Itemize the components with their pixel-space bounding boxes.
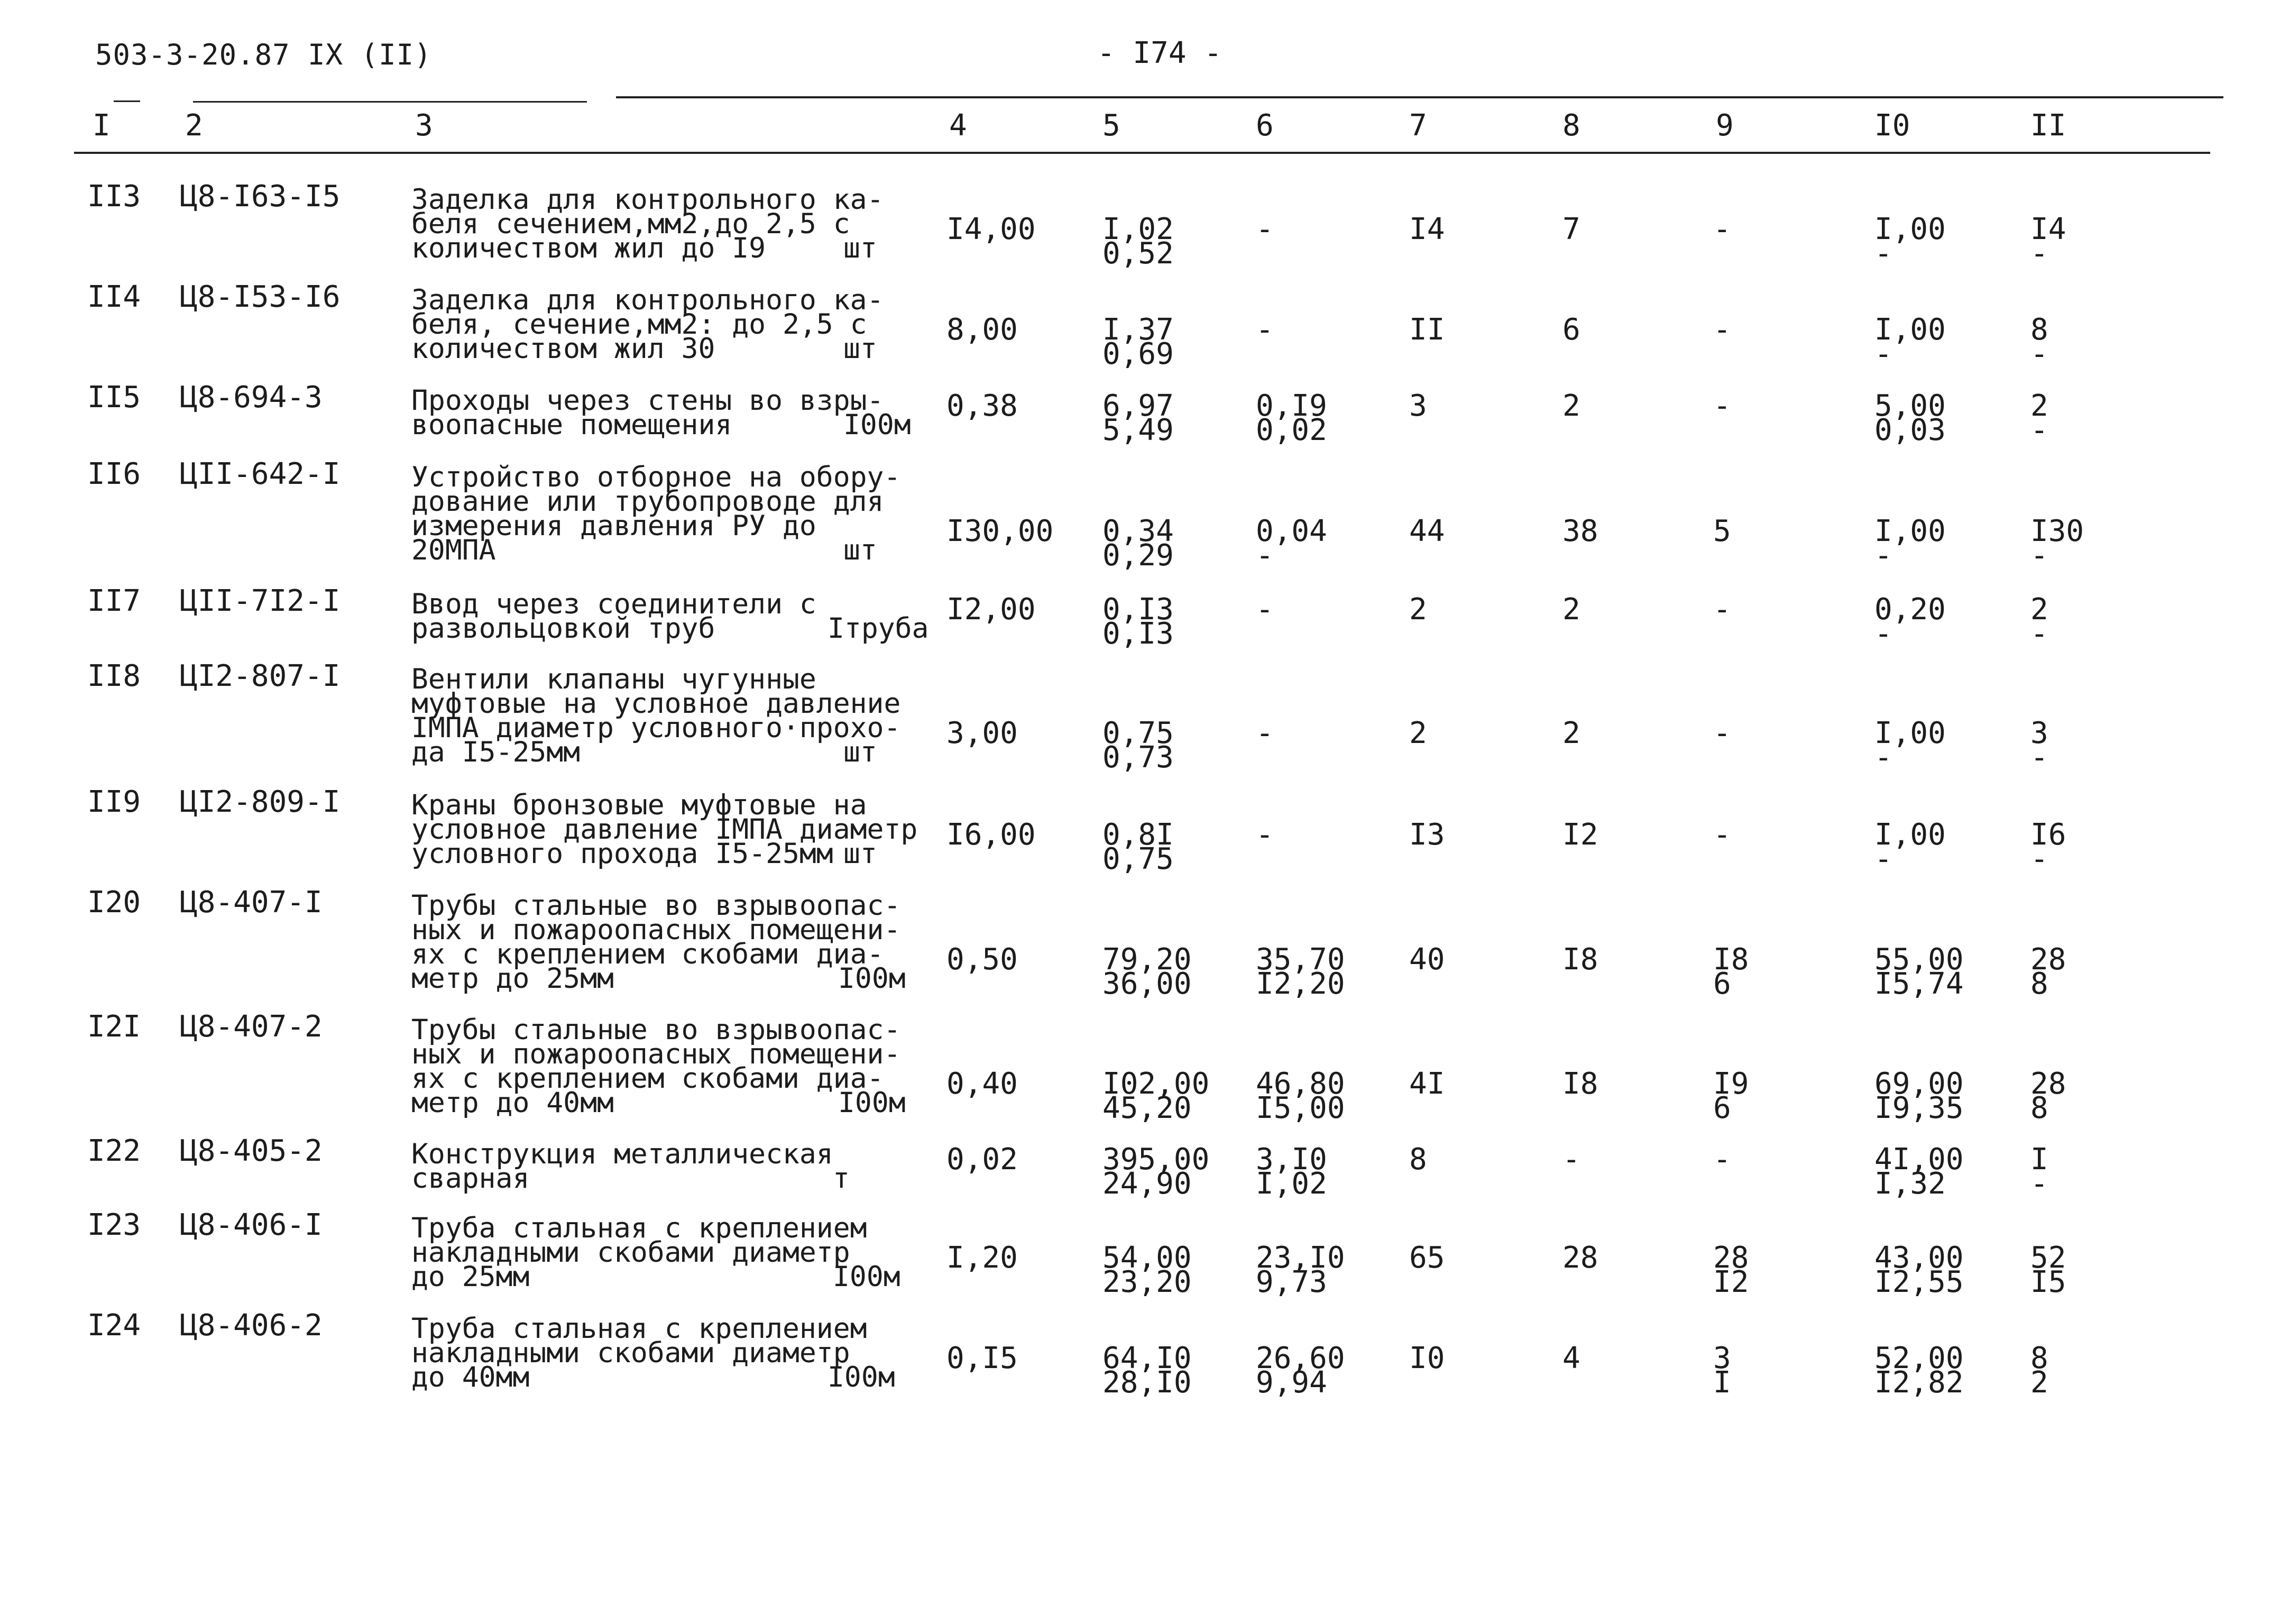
column-header-7: 7	[1409, 108, 1427, 143]
col-8-value: 7	[1562, 212, 1580, 246]
col-8-value: 4	[1562, 1341, 1580, 1375]
unit: I00м	[843, 409, 911, 441]
col-7-value: 4I	[1409, 1067, 1445, 1101]
col-6-value: -	[1256, 716, 1274, 750]
col-11-value: I -	[2030, 1142, 2048, 1201]
col-11-value: 2 -	[2030, 592, 2048, 651]
col-6-value: 46,80 I5,00	[1256, 1067, 1345, 1125]
quantity: 0,02	[946, 1142, 1018, 1177]
unit: I00м	[833, 1261, 900, 1293]
work-description: Труба стальная с креплением накладными скобами диаметр до 25мм	[411, 1212, 867, 1293]
column-header-4: 4	[949, 108, 967, 143]
col-9-value: 3 I	[1713, 1341, 1731, 1400]
quantity: 0,38	[946, 389, 1018, 423]
quantity: 0,50	[946, 942, 1018, 977]
col-7-value: II	[1409, 313, 1445, 347]
col-10-value: I,00 -	[1874, 716, 1946, 775]
col-5-value: I,02 0,52	[1102, 212, 1174, 271]
col-9-value: -	[1713, 592, 1731, 627]
column-header-6: 6	[1256, 108, 1274, 143]
row-number: II6	[87, 457, 141, 491]
col-10-value: 0,20 -	[1874, 592, 1946, 651]
column-header-10: I0	[1874, 108, 1910, 143]
col-9-value: 5	[1713, 514, 1731, 548]
quantity: 3,00	[946, 716, 1018, 750]
row-number: II5	[87, 380, 141, 415]
col-10-value: I,00 -	[1874, 514, 1946, 573]
row-number: II8	[87, 659, 141, 693]
work-description: Заделка для контрольного ка- беля, сечение,мм2: до 2,5 с количеством жил 30	[411, 284, 884, 365]
header-rule-top-3	[616, 96, 2223, 98]
quantity: I30,00	[946, 514, 1054, 548]
col-7-value: 65	[1409, 1241, 1445, 1275]
rate-code: Ц8-694-3	[180, 380, 323, 415]
col-8-value: 28	[1562, 1241, 1598, 1275]
rate-code: Ц8-407-2	[180, 1010, 323, 1044]
col-9-value: -	[1713, 1142, 1731, 1177]
work-description: Устройство отборное на обору- дование или трубопроводе для измерения давления РУ до 20МПА	[411, 461, 901, 566]
quantity: I4,00	[946, 212, 1036, 246]
col-5-value: 0,I3 0,I3	[1102, 592, 1174, 651]
row-number: I2I	[87, 1010, 141, 1044]
column-header-2: 2	[185, 108, 203, 143]
col-5-value: 0,34 0,29	[1102, 514, 1174, 573]
header-rule-bottom	[74, 152, 2210, 154]
col-8-value: I8	[1562, 942, 1598, 977]
col-5-value: 395,00 24,90	[1102, 1142, 1210, 1201]
col-9-value: -	[1713, 389, 1731, 423]
rate-code: ЦI2-809-I	[180, 785, 341, 819]
unit: I00м	[838, 962, 906, 995]
col-11-value: 3 -	[2030, 716, 2048, 775]
col-10-value: I,00 -	[1874, 818, 1946, 876]
col-9-value: -	[1713, 313, 1731, 347]
quantity: 0,I5	[946, 1341, 1018, 1375]
column-header-1: I	[93, 108, 111, 143]
row-number: I20	[87, 885, 141, 920]
work-description: Трубы стальные во взрывоопас- ных и пожароопасных помещени- ях с креплением скобами диа- метр до 25мм	[411, 889, 901, 995]
header-rule-top-1	[114, 100, 140, 102]
col-9-value: -	[1713, 716, 1731, 750]
col-8-value: 2	[1562, 716, 1580, 750]
col-5-value: I,37 0,69	[1102, 313, 1174, 371]
quantity: 0,40	[946, 1067, 1018, 1101]
rate-code: Ц8-I53-I6	[180, 280, 341, 314]
row-number: I22	[87, 1134, 141, 1168]
col-8-value: I8	[1562, 1067, 1598, 1101]
unit: шт	[843, 232, 877, 264]
column-header-9: 9	[1716, 108, 1734, 143]
unit: шт	[843, 333, 877, 365]
col-5-value: 0,75 0,73	[1102, 716, 1174, 775]
unit: Iтруба	[828, 612, 929, 645]
row-number: II7	[87, 584, 141, 618]
col-8-value: 38	[1562, 514, 1598, 548]
row-number: I23	[87, 1208, 141, 1242]
col-5-value: 64,I0 28,I0	[1102, 1341, 1192, 1400]
col-8-value: I2	[1562, 818, 1598, 852]
rate-code: Ц8-405-2	[180, 1134, 323, 1168]
unit: I00м	[838, 1087, 906, 1119]
col-5-value: 0,8I 0,75	[1102, 818, 1174, 876]
work-description: Вентили клапаны чугунные муфтовые на условное давление IМПА диаметр условного·прохо- да I5-25мм	[411, 663, 901, 768]
col-10-value: 43,00 I2,55	[1874, 1241, 1964, 1299]
col-10-value: I,00 -	[1874, 313, 1946, 371]
row-number: I24	[87, 1308, 141, 1343]
work-description: Конструкция металлическая сварная	[411, 1138, 833, 1195]
col-11-value: 2 -	[2030, 389, 2048, 447]
col-11-value: I6 -	[2030, 818, 2066, 876]
col-8-value: -	[1562, 1142, 1580, 1177]
work-description: Проходы через стены во взры- воопасные помещения	[411, 384, 884, 441]
col-5-value: 6,97 5,49	[1102, 389, 1174, 447]
col-11-value: 52 I5	[2030, 1241, 2066, 1299]
col-11-value: I4 -	[2030, 212, 2066, 271]
row-number: II4	[87, 280, 141, 314]
col-9-value: -	[1713, 212, 1731, 246]
quantity: 8,00	[946, 313, 1018, 347]
work-description: Краны бронзовые муфтовые на условное давление IМПА диаметр условного прохода I5-25мм	[411, 789, 918, 870]
col-7-value: 2	[1409, 716, 1427, 750]
work-description: Ввод через соединители с развольцовкой труб	[411, 588, 816, 645]
col-6-value: 3,I0 I,02	[1256, 1142, 1327, 1201]
col-5-value: 54,00 23,20	[1102, 1241, 1192, 1299]
col-6-value: -	[1256, 818, 1274, 852]
quantity: I6,00	[946, 818, 1036, 852]
col-11-value: 28 8	[2030, 942, 2066, 1001]
col-6-value: -	[1256, 592, 1274, 627]
column-header-3: 3	[415, 108, 433, 143]
col-5-value: 79,20 36,00	[1102, 942, 1192, 1001]
col-7-value: I4	[1409, 212, 1445, 246]
col-9-value: I9 6	[1713, 1067, 1749, 1125]
work-description: Заделка для контрольного ка- беля сечением,мм2,до 2,5 с количеством жил до I9	[411, 183, 884, 264]
col-11-value: 8 2	[2030, 1341, 2048, 1400]
col-10-value: I,00 -	[1874, 212, 1946, 271]
col-8-value: 2	[1562, 592, 1580, 627]
col-7-value: I0	[1409, 1341, 1445, 1375]
header-rule-top-2	[193, 101, 587, 103]
col-10-value: 5,00 0,03	[1874, 389, 1946, 447]
unit: I00м	[828, 1361, 895, 1393]
col-6-value: 0,04 -	[1256, 514, 1327, 573]
col-11-value: I30 -	[2030, 514, 2084, 573]
rate-code: Ц8-I63-I5	[180, 179, 341, 214]
rate-code: Ц8-407-I	[180, 885, 323, 920]
quantity: I2,00	[946, 592, 1036, 627]
unit: шт	[843, 736, 877, 768]
unit: шт	[843, 534, 877, 566]
col-5-value: I02,00 45,20	[1102, 1067, 1210, 1125]
quantity: I,20	[946, 1241, 1018, 1275]
col-10-value: 4I,00 I,32	[1874, 1142, 1964, 1201]
col-9-value: 28 I2	[1713, 1241, 1749, 1299]
rate-code: ЦI2-807-I	[180, 659, 341, 693]
col-8-value: 2	[1562, 389, 1580, 423]
col-8-value: 6	[1562, 313, 1580, 347]
unit: т	[833, 1162, 850, 1195]
col-10-value: 52,00 I2,82	[1874, 1341, 1964, 1400]
work-description: Труба стальная с креплением накладными скобами диаметр до 40мм	[411, 1313, 867, 1393]
col-6-value: 26,60 9,94	[1256, 1341, 1345, 1400]
col-11-value: 28 8	[2030, 1067, 2066, 1125]
rate-code: Ц8-406-I	[180, 1208, 323, 1242]
column-header-11: II	[2030, 108, 2066, 143]
work-description: Трубы стальные во взрывоопас- ных и пожароопасных помещени- ях с креплением скобами диа- метр до 40мм	[411, 1014, 901, 1119]
col-7-value: 2	[1409, 592, 1427, 627]
col-7-value: 3	[1409, 389, 1427, 423]
col-6-value: 23,I0 9,73	[1256, 1241, 1345, 1299]
col-9-value: -	[1713, 818, 1731, 852]
column-header-8: 8	[1562, 108, 1580, 143]
col-11-value: 8 -	[2030, 313, 2048, 371]
row-number: II9	[87, 785, 141, 819]
col-7-value: 44	[1409, 514, 1445, 548]
col-10-value: 69,00 I9,35	[1874, 1067, 1964, 1125]
row-number: II3	[87, 179, 141, 214]
col-9-value: I8 6	[1713, 942, 1749, 1001]
rate-code: ЦII-7I2-I	[180, 584, 341, 618]
page-number: - I74 -	[1097, 36, 1222, 70]
col-6-value: 35,70 I2,20	[1256, 942, 1345, 1001]
col-6-value: -	[1256, 313, 1274, 347]
col-10-value: 55,00 I5,74	[1874, 942, 1964, 1001]
column-header-5: 5	[1102, 108, 1120, 143]
unit: шт	[843, 838, 877, 870]
col-7-value: I3	[1409, 818, 1445, 852]
col-6-value: -	[1256, 212, 1274, 246]
col-7-value: 8	[1409, 1142, 1427, 1177]
col-7-value: 40	[1409, 942, 1445, 977]
rate-code: ЦII-642-I	[180, 457, 341, 491]
col-6-value: 0,I9 0,02	[1256, 389, 1327, 447]
document-code: 503-3-20.87 IX (II)	[95, 38, 432, 71]
rate-code: Ц8-406-2	[180, 1308, 323, 1343]
